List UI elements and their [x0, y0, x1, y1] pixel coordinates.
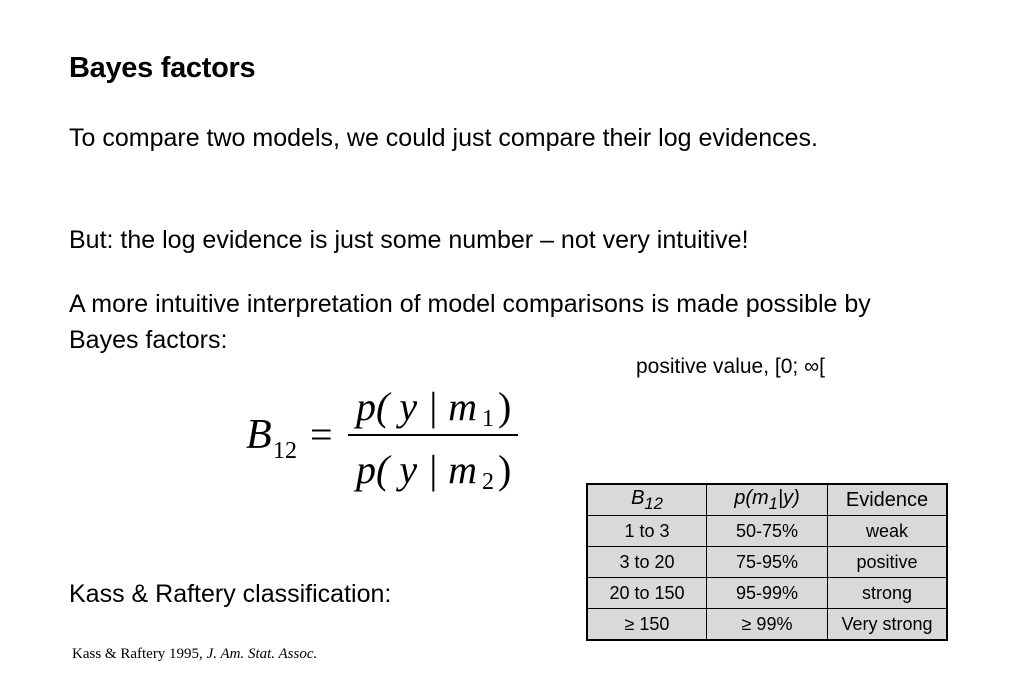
citation — [72, 646, 317, 663]
header-prob-rest: |y) — [777, 486, 800, 509]
formula-denominator-close: ) — [498, 447, 512, 492]
header-evidence: Evidence — [828, 484, 948, 516]
range-note: positive value, [0; ∞[ — [636, 355, 825, 378]
table-row — [587, 547, 947, 578]
table-header-row — [587, 484, 947, 516]
formula-denominator: p( y | m — [356, 447, 477, 492]
formula-lhs-symbol: B — [246, 412, 272, 458]
formula-equals: = — [310, 412, 333, 457]
classification-label: Kass & Raftery classification: — [69, 580, 392, 608]
cell-prob: 50-75% — [707, 516, 828, 547]
cell-prob: 95-99% — [707, 578, 828, 609]
header-b12-symbol: B — [631, 486, 645, 509]
cell-evidence: strong — [828, 578, 948, 609]
header-prob-main: p(m — [734, 486, 769, 509]
kass-raftery-table — [586, 483, 948, 641]
cell-b12: ≥ 150 — [587, 609, 707, 641]
formula-numerator-subscript: 1 — [482, 406, 494, 432]
formula-denominator-subscript: 2 — [482, 469, 494, 495]
table-row — [587, 578, 947, 609]
cell-prob: 75-95% — [707, 547, 828, 578]
paragraph-compare-evidences: To compare two models, we could just compare their log evidences. — [69, 124, 818, 152]
slide-title: Bayes factors — [69, 52, 256, 84]
cell-evidence: Very strong — [828, 609, 948, 641]
header-b12 — [587, 484, 707, 516]
formula-lhs-subscript: 12 — [273, 438, 297, 464]
header-prob-subscript: 1 — [768, 493, 778, 513]
paragraph-log-evidence: But: the log evidence is just some number – not very intuitive! — [69, 226, 749, 254]
paragraph-bayes-factors: A more intuitive interpretation of model comparisons is made possible by Bayes factors: — [69, 290, 871, 354]
formula-numerator-close: ) — [498, 384, 512, 429]
header-b12-subscript: 12 — [644, 493, 663, 513]
citation-authors: Kass & Raftery 1995, — [72, 646, 203, 662]
bayes-factor-formula — [240, 380, 540, 500]
cell-evidence: positive — [828, 547, 948, 578]
cell-b12: 1 to 3 — [587, 516, 707, 547]
formula-numerator: p( y | m — [356, 384, 477, 429]
citation-journal: J. Am. Stat. Assoc. — [206, 646, 318, 662]
cell-b12: 20 to 150 — [587, 578, 707, 609]
cell-evidence: weak — [828, 516, 948, 547]
header-probability — [707, 484, 828, 516]
cell-prob: ≥ 99% — [707, 609, 828, 641]
table-row — [587, 516, 947, 547]
cell-b12: 3 to 20 — [587, 547, 707, 578]
table-row — [587, 609, 947, 641]
